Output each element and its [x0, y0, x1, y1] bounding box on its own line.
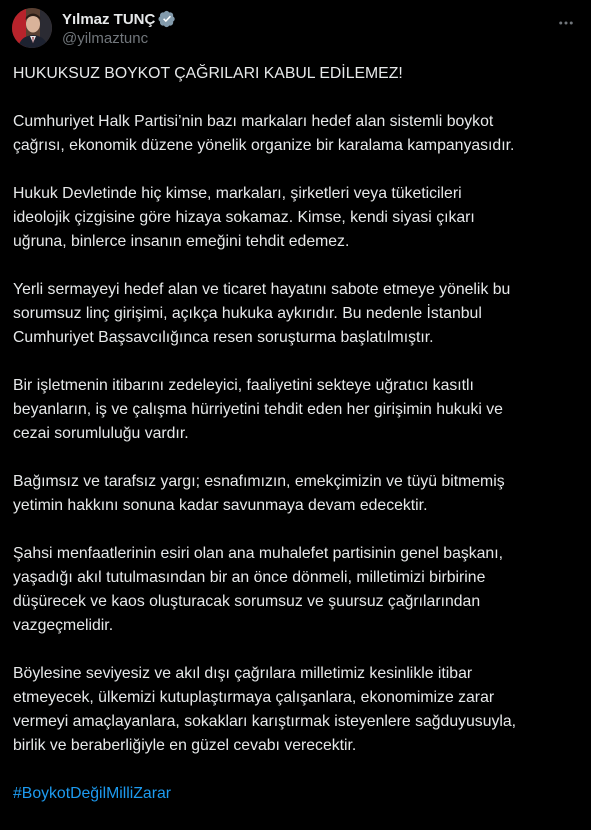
verified-badge-icon[interactable]: [158, 10, 176, 28]
post-paragraph: Böylesine seviyesiz ve akıl dışı çağrılara milletimiz kesinlikle itibar etmeyecek, ülkemizi kutuplaştırmaya çalışanlara, ekonomimize zarar vermeyi amaçlayanlara, sokakları karıştırmak isteyenlere sağduyusuyla, birlik ve beraberliğiyle en güzel cevabı verecektir.: [13, 665, 517, 754]
display-name[interactable]: Yılmaz TUNÇ: [62, 10, 156, 28]
hashtag-link[interactable]: #BoykotDeğilMilliZarar: [13, 785, 172, 802]
post-headline: HUKUKSUZ BOYKOT ÇAĞRILARI KABUL EDİLEMEZ!: [13, 65, 403, 82]
hashtag-paragraph: [13, 782, 581, 806]
avatar[interactable]: [12, 8, 52, 48]
tweet-text: [13, 62, 581, 830]
post-paragraph: Şahsi menfaatlerinin esiri olan ana muhalefet partisinin genel başkanı, yaşadığı akıl tutulmasından bir an önce dönmeli, milletimizi birbirine düşürecek ve kaos oluşturacak sorumsuz ve şuursuz çağrılarından vazgeçmelidir.: [13, 545, 503, 634]
post-paragraph: Cumhuriyet Halk Partisi’nin bazı markaları hedef alan sistemli boykot çağrısı, ekonomik düzene yönelik organize bir karalama kampanyasıdır.: [13, 113, 515, 154]
post-paragraph: Yerli sermayeyi hedef alan ve ticaret hayatını sabote etmeye yönelik bu sorumsuz linç girişimi, açıkça hukuka aykırıdır. Bu nedenle İstanbul Cumhuriyet Başsavcılığınca resen soruşturma başlatılmıştır.: [13, 281, 511, 346]
avatar-image: [12, 8, 52, 48]
tweet-header: [12, 6, 579, 50]
author-names: [62, 9, 176, 47]
more-options-icon[interactable]: [553, 10, 579, 36]
display-name-row: [62, 9, 176, 29]
post-paragraph: Bir işletmenin itibarını zedeleyici, faaliyetini sekteye uğratıcı kasıtlı beyanların, iş ve çalışma hürriyetini tehdit eden her girişimin hukuki ve cezai sorumluluğu vardır.: [13, 377, 503, 442]
post-paragraph: Hukuk Devletinde hiç kimse, markaları, şirketleri veya tüketicileri ideolojik çizgisine göre hizaya sokamaz. Kimse, kendi siyasi çıkarı uğruna, binlerce insanın emeğini tehdit edemez.: [13, 185, 475, 250]
handle[interactable]: @yilmaztunc: [62, 30, 149, 47]
post-paragraph: Bağımsız ve tarafsız yargı; esnafımızın, emekçimizin ve tüyü bitmemiş yetimin hakkını sonuna kadar savunmaya devam edecektir.: [13, 473, 505, 514]
